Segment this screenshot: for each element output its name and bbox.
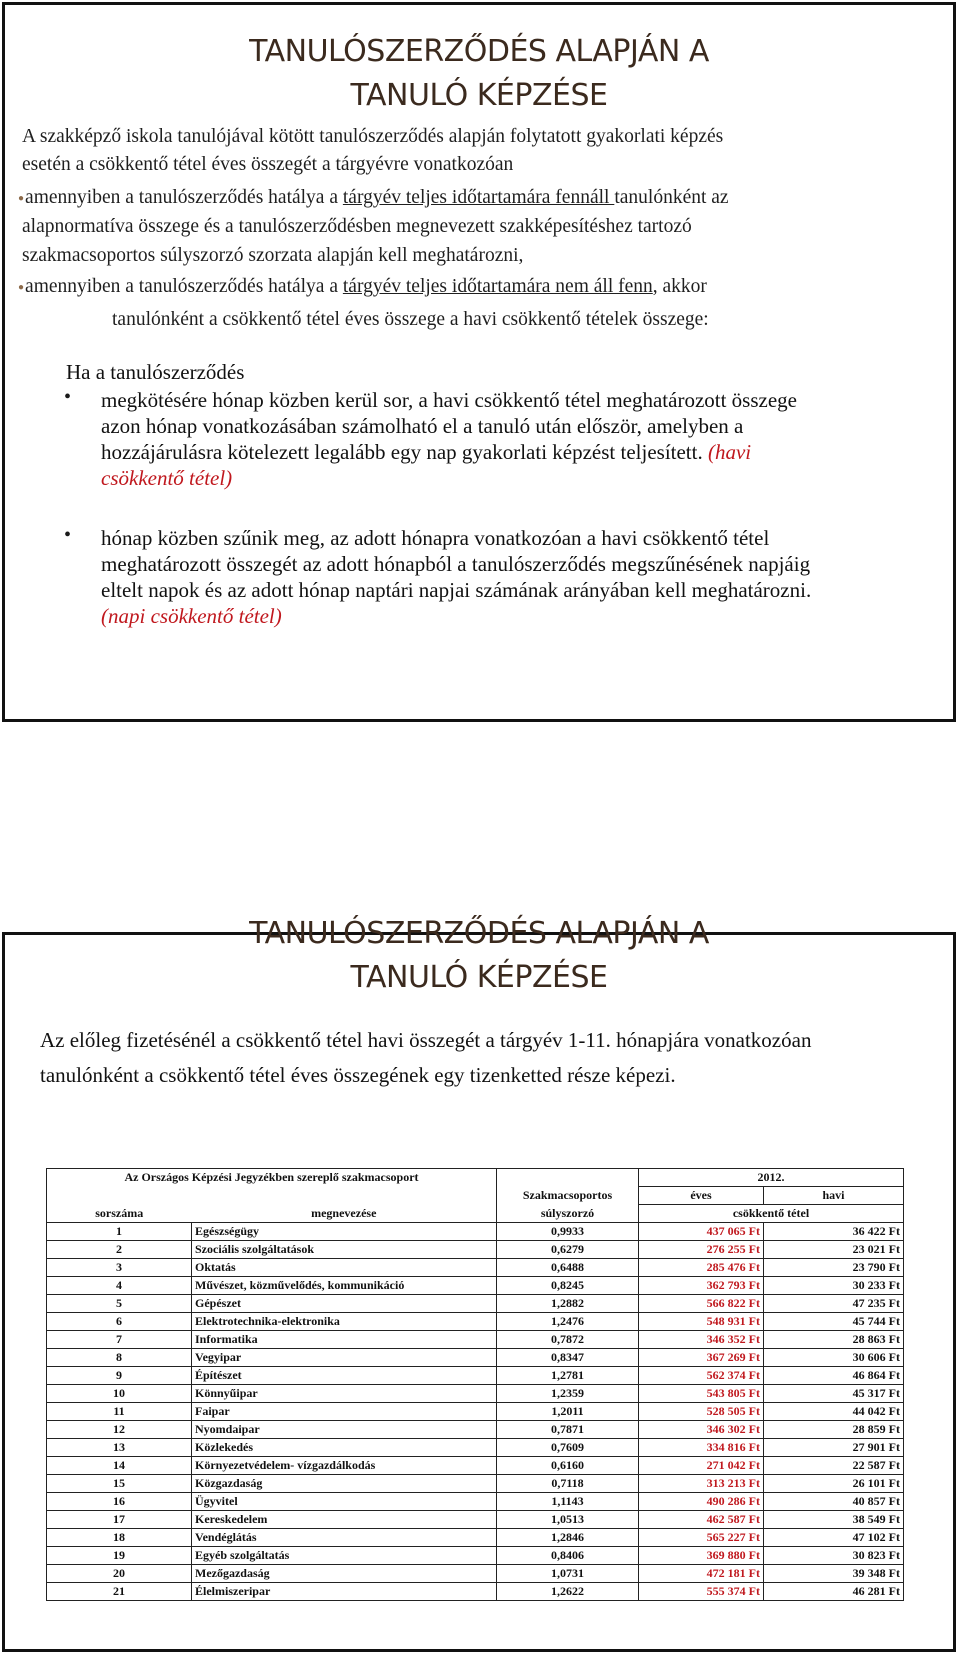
- table-row: [47, 1313, 904, 1331]
- row-name: Építészet: [192, 1367, 497, 1385]
- row-szorzo: 1,2359: [497, 1385, 639, 1403]
- table-row: [47, 1367, 904, 1385]
- slide-1-title: [2, 30, 956, 118]
- row-eves: 271 042 Ft: [639, 1457, 764, 1475]
- row-number: 14: [47, 1457, 192, 1475]
- row-eves: 562 374 Ft: [639, 1367, 764, 1385]
- row-eves: 543 805 Ft: [639, 1385, 764, 1403]
- row-eves: 565 227 Ft: [639, 1529, 764, 1547]
- row-szorzo: 0,7118: [497, 1475, 639, 1493]
- bullet-1-line-1: [18, 183, 729, 213]
- row-havi: 27 901 Ft: [764, 1439, 904, 1457]
- row-eves: 313 213 Ft: [639, 1475, 764, 1493]
- slide-2-title-line-2: TANULÓ KÉPZÉSE: [350, 960, 608, 995]
- row-szorzo: 0,8245: [497, 1277, 639, 1295]
- sub-bullet-1-icon: •: [64, 386, 72, 408]
- bullet-dot-icon: ●: [18, 282, 25, 294]
- row-name: Szociális szolgáltatások: [192, 1241, 497, 1259]
- row-eves: 566 822 Ft: [639, 1295, 764, 1313]
- row-szorzo: 1,2011: [497, 1403, 639, 1421]
- row-number: 18: [47, 1529, 192, 1547]
- row-name: Egészségügy: [192, 1223, 497, 1241]
- row-szorzo: 0,6488: [497, 1259, 639, 1277]
- row-name: Mezőgazdaság: [192, 1565, 497, 1583]
- slide-2-text-line-2: tanulónként a csökkentő tétel éves összegének egy tizenketted része képezi.: [40, 1063, 676, 1087]
- table-row: [47, 1349, 904, 1367]
- row-number: 7: [47, 1331, 192, 1349]
- bullet-1-line-3: szakmacsoportos súlyszorzó szorzata alapján kell meghatározni,: [22, 245, 524, 266]
- sub-bullet-2-line-2: meghatározott összegét az adott hónapból a tanulószerződés megszűnésének napjáig: [101, 552, 811, 576]
- row-szorzo: 0,7609: [497, 1439, 639, 1457]
- row-havi: 23 021 Ft: [764, 1241, 904, 1259]
- header-megnevezes: megnevezése: [192, 1205, 497, 1223]
- table-row: [47, 1475, 904, 1493]
- row-number: 21: [47, 1583, 192, 1601]
- row-szorzo: 0,7871: [497, 1421, 639, 1439]
- sub-bullet-2-red: (napi csökkentő tétel): [101, 604, 282, 628]
- table-row: [47, 1259, 904, 1277]
- row-name: Oktatás: [192, 1259, 497, 1277]
- row-name: Ügyvitel: [192, 1493, 497, 1511]
- row-havi: 45 744 Ft: [764, 1313, 904, 1331]
- row-number: 9: [47, 1367, 192, 1385]
- row-havi: 46 864 Ft: [764, 1367, 904, 1385]
- bullet-2-post: , akkor: [652, 276, 707, 297]
- header-sorszam: sorszáma: [47, 1205, 192, 1223]
- row-havi: 30 233 Ft: [764, 1277, 904, 1295]
- row-eves: 528 505 Ft: [639, 1403, 764, 1421]
- row-number: 3: [47, 1259, 192, 1277]
- table-row: [47, 1223, 904, 1241]
- row-name: Könnyűipar: [192, 1385, 497, 1403]
- table-row: [47, 1583, 904, 1601]
- row-havi: 30 823 Ft: [764, 1547, 904, 1565]
- sub-bullet-1-line-3-text: hozzájárulásra kötelezett legalább egy nap gyakorlati képzést teljesített.: [101, 440, 703, 464]
- row-eves: 346 352 Ft: [639, 1331, 764, 1349]
- row-szorzo: 0,7872: [497, 1331, 639, 1349]
- row-havi: 47 102 Ft: [764, 1529, 904, 1547]
- row-number: 13: [47, 1439, 192, 1457]
- table-row: [47, 1295, 904, 1313]
- row-havi: 40 857 Ft: [764, 1493, 904, 1511]
- row-eves: 285 476 Ft: [639, 1259, 764, 1277]
- header-blank: [497, 1169, 639, 1187]
- sub-bullet-1-line-2: azon hónap vonatkozásában számolható el a tanuló után először, amelyben a: [101, 414, 744, 438]
- row-eves: 462 587 Ft: [639, 1511, 764, 1529]
- row-eves: 276 255 Ft: [639, 1241, 764, 1259]
- row-name: Informatika: [192, 1331, 497, 1349]
- row-name: Élelmiszeripar: [192, 1583, 497, 1601]
- sub-bullet-1-red-2: csökkentő tétel): [101, 466, 233, 490]
- intro-line-2: esetén a csökkentő tétel éves összegét a tárgyévre vonatkozóan: [22, 154, 514, 175]
- slide-2-text-line-1: Az előleg fizetésénél a csökkentő tétel havi összegét a tárgyév 1-11. hónapjára vonatkozóan: [40, 1028, 812, 1052]
- header-szorzo-2: súlyszorzó: [497, 1205, 639, 1223]
- row-havi: 39 348 Ft: [764, 1565, 904, 1583]
- table-row: [47, 1385, 904, 1403]
- header-eves: éves: [639, 1187, 764, 1205]
- row-havi: 45 317 Ft: [764, 1385, 904, 1403]
- row-name: Elektrotechnika-elektronika: [192, 1313, 497, 1331]
- row-name: Gépészet: [192, 1295, 497, 1313]
- row-name: Vendéglátás: [192, 1529, 497, 1547]
- row-number: 4: [47, 1277, 192, 1295]
- bullet-2-line-1: [18, 272, 707, 302]
- row-number: 16: [47, 1493, 192, 1511]
- bullet-1-line-2: alapnormatíva összege és a tanulószerződésben megnevezett szakképesítéshez tartozó: [22, 216, 692, 237]
- row-number: 2: [47, 1241, 192, 1259]
- row-eves: 362 793 Ft: [639, 1277, 764, 1295]
- slide-1-title-line-2: TANULÓ KÉPZÉSE: [350, 78, 608, 113]
- sub-bullet-1-line-1: megkötésére hónap közben kerül sor, a havi csökkentő tétel meghatározott összege: [101, 388, 797, 412]
- table-row: [47, 1403, 904, 1421]
- table-row: [47, 1565, 904, 1583]
- row-eves: 346 302 Ft: [639, 1421, 764, 1439]
- header-havi: havi: [764, 1187, 904, 1205]
- row-havi: 30 606 Ft: [764, 1349, 904, 1367]
- row-havi: 38 549 Ft: [764, 1511, 904, 1529]
- row-eves: 490 286 Ft: [639, 1493, 764, 1511]
- row-eves: 555 374 Ft: [639, 1583, 764, 1601]
- bullet-1-underlined: tárgyév teljes időtartamára fennáll: [342, 187, 615, 208]
- row-number: 6: [47, 1313, 192, 1331]
- slide-2-title: [2, 912, 956, 1000]
- table-row: [47, 1439, 904, 1457]
- table-row: [47, 1529, 904, 1547]
- row-eves: 369 880 Ft: [639, 1547, 764, 1565]
- row-szorzo: 1,2781: [497, 1367, 639, 1385]
- header-group: Az Országos Képzési Jegyzékben szereplő szakmacsoport: [47, 1169, 497, 1187]
- intro-line-1: A szakképző iskola tanulójával kötött tanulószerződés alapján folytatott gyakorlati képzés: [22, 126, 724, 147]
- row-name: Környezetvédelem- vízgazdálkodás: [192, 1457, 497, 1475]
- row-havi: 28 859 Ft: [764, 1421, 904, 1439]
- row-havi: 36 422 Ft: [764, 1223, 904, 1241]
- header-blank: [192, 1187, 497, 1205]
- row-szorzo: 0,8406: [497, 1547, 639, 1565]
- row-havi: 23 790 Ft: [764, 1259, 904, 1277]
- row-eves: 437 065 Ft: [639, 1223, 764, 1241]
- slide-2-title-line-1: TANULÓSZERZŐDÉS ALAPJÁN A: [249, 916, 709, 951]
- row-number: 8: [47, 1349, 192, 1367]
- row-name: Közlekedés: [192, 1439, 497, 1457]
- table: [46, 1168, 904, 1601]
- row-szorzo: 0,6279: [497, 1241, 639, 1259]
- bullet-2-pre: amennyiben a tanulószerződés hatálya a: [25, 276, 343, 297]
- ha-heading: Ha a tanulószerződés: [66, 360, 245, 384]
- bullet-2-underlined: tárgyév teljes időtartamára nem áll fenn: [342, 276, 653, 297]
- row-number: 15: [47, 1475, 192, 1493]
- row-havi: 28 863 Ft: [764, 1331, 904, 1349]
- row-havi: 22 587 Ft: [764, 1457, 904, 1475]
- bullet-2-line-2: tanulónként a csökkentő tétel éves összege a havi csökkentő tételek összege:: [112, 309, 709, 330]
- sub-bullet-1-red-1: (havi: [707, 440, 752, 464]
- row-eves: 334 816 Ft: [639, 1439, 764, 1457]
- csokkento-tetel-table: [46, 1168, 903, 1601]
- header-year: 2012.: [639, 1169, 904, 1187]
- row-szorzo: 1,2622: [497, 1583, 639, 1601]
- table-row: [47, 1457, 904, 1475]
- row-number: 20: [47, 1565, 192, 1583]
- row-havi: 44 042 Ft: [764, 1403, 904, 1421]
- header-csokkento-tetel: csökkentő tétel: [639, 1205, 904, 1223]
- row-havi: 26 101 Ft: [764, 1475, 904, 1493]
- row-eves: 367 269 Ft: [639, 1349, 764, 1367]
- sub-bullet-1-line-3: [101, 438, 751, 467]
- sub-bullet-2-line-3: eltelt napok és az adott hónap naptári napjai számának arányában kell meghatározni.: [101, 578, 812, 602]
- row-name: Kereskedelem: [192, 1511, 497, 1529]
- header-blank: [47, 1187, 192, 1205]
- row-szorzo: 1,0731: [497, 1565, 639, 1583]
- bullet-1-pre: amennyiben a tanulószerződés hatálya a: [25, 187, 343, 208]
- row-szorzo: 0,9933: [497, 1223, 639, 1241]
- row-number: 11: [47, 1403, 192, 1421]
- row-number: 1: [47, 1223, 192, 1241]
- row-szorzo: 0,6160: [497, 1457, 639, 1475]
- bullet-dot-icon: ●: [18, 193, 25, 205]
- table-row: [47, 1277, 904, 1295]
- row-eves: 472 181 Ft: [639, 1565, 764, 1583]
- row-name: Faipar: [192, 1403, 497, 1421]
- row-name: Vegyipar: [192, 1349, 497, 1367]
- row-name: Nyomdaipar: [192, 1421, 497, 1439]
- row-name: Művészet, közművelődés, kommunikáció: [192, 1277, 497, 1295]
- row-eves: 548 931 Ft: [639, 1313, 764, 1331]
- table-row: [47, 1331, 904, 1349]
- row-szorzo: 1,0513: [497, 1511, 639, 1529]
- row-havi: 46 281 Ft: [764, 1583, 904, 1601]
- table-row: [47, 1493, 904, 1511]
- table-row: [47, 1511, 904, 1529]
- table-row: [47, 1241, 904, 1259]
- bullet-1-post: tanulónként az: [614, 187, 729, 208]
- table-row: [47, 1421, 904, 1439]
- row-number: 19: [47, 1547, 192, 1565]
- row-name: Egyéb szolgáltatás: [192, 1547, 497, 1565]
- header-szorzo-1: Szakmacsoportos: [497, 1187, 639, 1205]
- row-number: 10: [47, 1385, 192, 1403]
- sub-bullet-2-icon: •: [64, 524, 72, 546]
- row-szorzo: 1,2882: [497, 1295, 639, 1313]
- sub-bullet-2-line-1: hónap közben szűnik meg, az adott hónapra vonatkozóan a havi csökkentő tétel: [101, 526, 770, 550]
- row-szorzo: 1,1143: [497, 1493, 639, 1511]
- row-number: 5: [47, 1295, 192, 1313]
- slide-1-title-line-1: TANULÓSZERZŐDÉS ALAPJÁN A: [249, 34, 709, 69]
- row-szorzo: 1,2476: [497, 1313, 639, 1331]
- row-name: Közgazdaság: [192, 1475, 497, 1493]
- table-row: [47, 1547, 904, 1565]
- row-number: 17: [47, 1511, 192, 1529]
- table-body: [47, 1223, 904, 1601]
- row-szorzo: 1,2846: [497, 1529, 639, 1547]
- row-number: 12: [47, 1421, 192, 1439]
- row-havi: 47 235 Ft: [764, 1295, 904, 1313]
- row-szorzo: 0,8347: [497, 1349, 639, 1367]
